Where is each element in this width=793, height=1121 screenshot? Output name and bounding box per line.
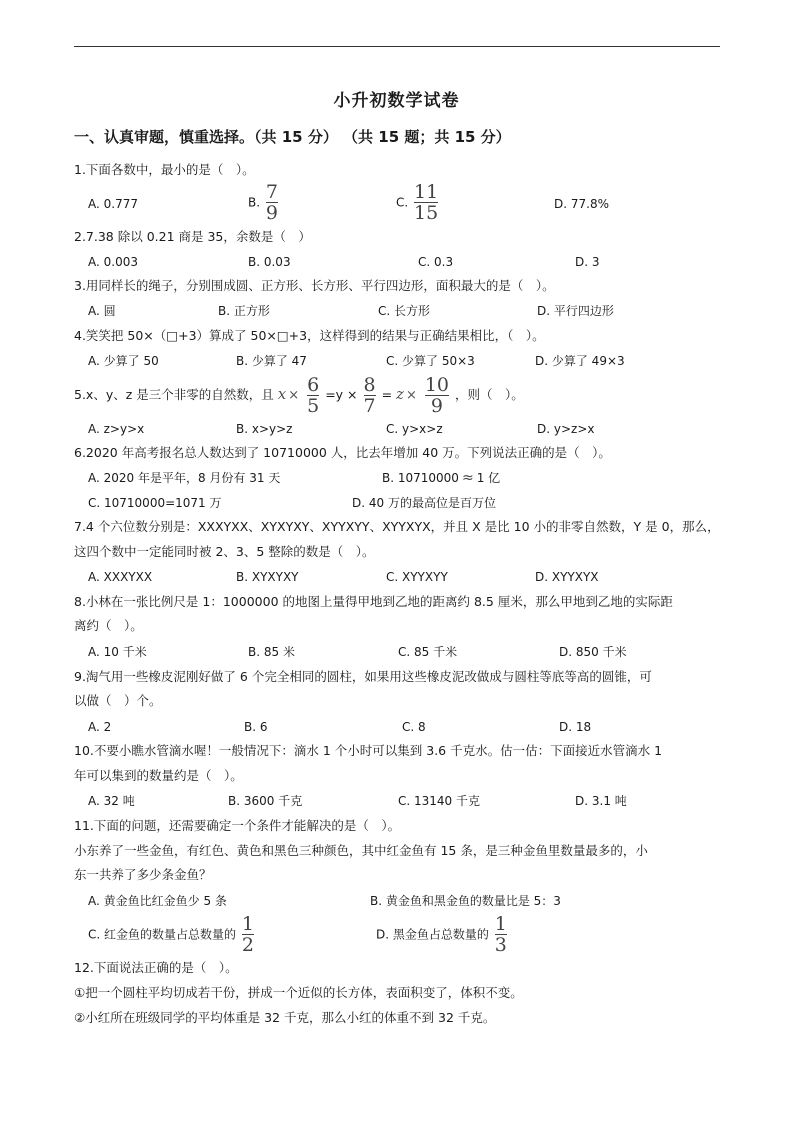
fraction: $\frac{7}{9}$	[265, 181, 278, 224]
q9-option-c: C. 8	[402, 720, 426, 734]
q7-option-b: B. XYXYXY	[236, 570, 299, 584]
q6-option-a: A. 2020 年是平年，8 月份有 31 天	[88, 471, 281, 485]
q10-option-d: D. 3.1 吨	[575, 794, 627, 808]
q2-option-d: D. 3	[575, 255, 600, 269]
fraction: $\frac{1}{2}$	[241, 913, 254, 956]
q11-stem-line2: 小东养了一些金鱼，有红色、黄色和黑色三种颜色，其中红金鱼有 15 条，是三种金鱼里数量最多的，小	[74, 843, 648, 858]
q11-option-b: B. 黄金鱼和黑金鱼的数量比是 5：3	[370, 894, 561, 908]
header-rule	[74, 46, 720, 47]
q11-option-d: D. 黑金鱼占总数量的 $\frac{1}{3}$	[376, 913, 507, 956]
q9-option-d: D. 18	[559, 720, 592, 734]
q5-option-c: C. y>x>z	[386, 422, 443, 436]
q12-statement-1: ①把一个圆柱平均切成若干份，拼成一个近似的长方体，表面积变了，体积不变。	[74, 985, 523, 1000]
q8-stem-line1: 8.小林在一张比例尺是 1：1000000 的地图上量得甲地到乙地的距离约 8.5 厘米，那么甲地到乙地的实际距	[74, 594, 673, 609]
q5-option-b: B. x>y>z	[236, 422, 293, 436]
q11-option-c: C. 红金鱼的数量占总数量的 $\frac{1}{2}$	[88, 913, 254, 956]
fraction: $\frac{10}{9}$	[424, 373, 450, 417]
q10-option-c: C. 13140 千克	[398, 794, 480, 808]
q7-option-c: C. XYYXYY	[386, 570, 448, 584]
q8-option-c: C. 85 千米	[398, 645, 458, 659]
q7-option-d: D. XYYXYX	[535, 570, 599, 584]
q2-stem: 2.7.38 除以 0.21 商是 35，余数是（ ）	[74, 229, 311, 244]
q3-option-a: A. 圆	[88, 304, 116, 318]
q1-option-a: A. 0.777	[88, 197, 138, 211]
q5-option-a: A. z>y>x	[88, 422, 145, 436]
section-heading: 一、认真审题，慎重选择。（共 15 分） （共 15 题；共 15 分）	[74, 128, 511, 146]
q3-option-d: D. 平行四边形	[537, 304, 614, 318]
q10-option-a: A. 32 吨	[88, 794, 135, 808]
q6-option-d: D. 40 万的最高位是百万位	[352, 496, 496, 510]
q1-option-b: B. $\frac{7}{9}$	[248, 181, 278, 224]
q11-stem-line1: 11.下面的问题，还需要确定一个条件才能解决的是（ ）。	[74, 818, 401, 833]
fraction: $\frac{1}{3}$	[494, 913, 507, 956]
q6-option-b: B. 10710000 ≈ 1 亿	[382, 470, 501, 486]
q2-option-b: B. 0.03	[248, 255, 291, 269]
q11-stem-line3: 东一共养了多少条金鱼？	[74, 867, 212, 882]
q2-option-c: C. 0.3	[418, 255, 454, 269]
q5-option-d: D. y>z>x	[537, 422, 595, 436]
q9-stem-line1: 9.淘气用一些橡皮泥刚好做了 6 个完全相同的圆柱，如果用这些橡皮泥改做成与圆柱等底等高的圆锥，可	[74, 669, 652, 684]
q4-option-d: D. 少算了 49×3	[535, 354, 625, 368]
q8-option-d: D. 850 千米	[559, 645, 627, 659]
q7-stem-line1: 7.4 个六位数分别是：XXXYXX、XYXYXY、XYYXYY、XYYXYX，并且 X 是比 10 小的非零自然数，Y 是 0，那么，	[74, 519, 720, 534]
q4-option-c: C. 少算了 50×3	[386, 354, 475, 368]
q12-stem: 12.下面说法正确的是（ ）。	[74, 960, 238, 975]
q6-option-c: C. 10710000=1071 万	[88, 496, 222, 510]
q8-stem-line2: 离约（ ）。	[74, 618, 143, 633]
q11-option-a: A. 黄金鱼比红金鱼少 5 条	[88, 894, 227, 908]
fraction: $\frac{6}{5}$	[307, 373, 320, 417]
q1-option-c: C. $\frac{11}{15}$	[396, 181, 439, 224]
q4-stem: 4.笑笑把 50×（□+3）算成了 50×□+3，这样得到的结果与正确结果相比，（ ）。	[74, 328, 545, 343]
q7-stem-line2: 这四个数中一定能同时被 2、3、5 整除的数是（ ）。	[74, 544, 375, 559]
q1-stem: 1.下面各数中，最小的是（ ）。	[74, 162, 255, 177]
q9-stem-line2: 以做（ ）个。	[74, 693, 162, 708]
q5-stem: 5.x、y、z 是三个非零的自然数，且 x × $\frac{6}{5}$ =y × $\frac{8}{7}$ = z × $\frac{10}{9}$ ，则（ ）。	[74, 373, 524, 417]
q3-stem: 3.用同样长的绳子，分别围成圆、正方形、长方形、平行四边形，面积最大的是（ ）。	[74, 278, 555, 293]
q9-option-a: A. 2	[88, 720, 112, 734]
q7-option-a: A. XXXYXX	[88, 570, 153, 584]
fraction: $\frac{8}{7}$	[363, 373, 376, 417]
page-title: 小升初数学试卷	[333, 91, 460, 111]
q8-option-b: B. 85 米	[248, 645, 295, 659]
q3-option-b: B. 正方形	[218, 304, 270, 318]
q6-stem: 6.2020 年高考报名总人数达到了 10710000 人，比去年增加 40 万。下列说法正确的是（ ）。	[74, 445, 611, 460]
q12-statement-2: ②小红所在班级同学的平均体重是 32 千克，那么小红的体重不到 32 千克。	[74, 1010, 496, 1025]
q8-option-a: A. 10 千米	[88, 645, 147, 659]
q10-option-b: B. 3600 千克	[228, 794, 303, 808]
q4-option-b: B. 少算了 47	[236, 354, 307, 368]
fraction: $\frac{11}{15}$	[414, 181, 439, 224]
q2-option-a: A. 0.003	[88, 255, 138, 269]
q9-option-b: B. 6	[244, 720, 268, 734]
q1-option-d: D. 77.8%	[554, 197, 609, 211]
q10-stem-line2: 年可以集到的数量约是（ ）。	[74, 768, 243, 783]
q10-stem-line1: 10.不要小瞧水管滴水喔！一般情况下：滴水 1 个小时可以集到 3.6 千克水。估一估：下面接近水管滴水 1	[74, 743, 663, 758]
q3-option-c: C. 长方形	[378, 304, 431, 318]
q4-option-a: A. 少算了 50	[88, 354, 159, 368]
